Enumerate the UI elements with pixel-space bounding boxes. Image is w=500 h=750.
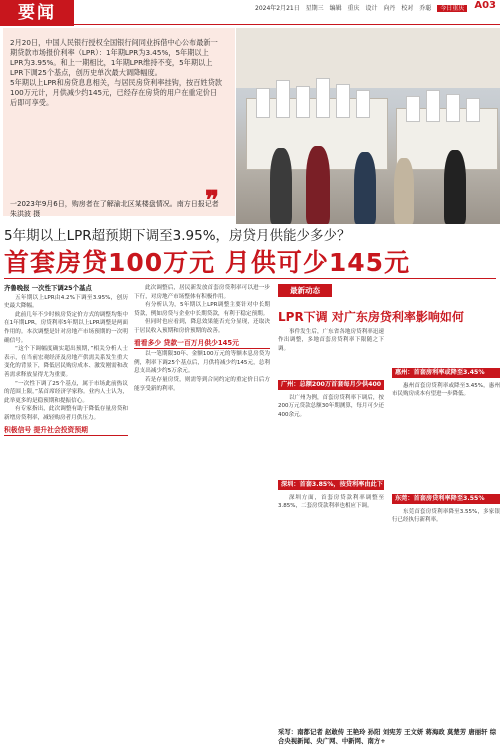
header-rule — [74, 24, 500, 25]
section-subhead: 积极信号 提升社会投资预期 — [4, 426, 128, 437]
reporters-credit: 采写：南都记者 赵敢传 王艳玲 孙阳 刘宪芳 王文妍 蒋海政 莫楚芳 唐丽轩 综合央视新闻、央广网、中新网、南方+ — [278, 728, 497, 745]
section-tag: 要闻 — [0, 0, 74, 26]
body-paragraph: 五年期以上LPR由4.2%下调至3.95%，创历史最大降幅。 — [4, 294, 128, 310]
article-column-2 — [134, 284, 270, 744]
latest-tag: 最新动态 — [278, 284, 332, 297]
city-band: 深圳：首套3.85%，按贷利率由此下调 — [278, 480, 384, 490]
page-number: A03 — [474, 0, 496, 11]
meta-weekday: 星期三 — [305, 5, 324, 12]
body-paragraph: 此次调整后，居民新发放首套房贷利率可以进一步下行，对房地产市场整体有积极作用。 — [134, 285, 270, 300]
body-paragraph: 有分析认为，5年期以上LPR调整主要针对中长期贷款，例如房贷与企业中长期贷款，有利于稳定预期。 — [134, 302, 270, 317]
city-band: 惠州：首套房利率或降至3.45% — [392, 368, 500, 378]
news-photo — [236, 28, 500, 224]
body-paragraph: 但同时也应看到，降息效果能否充分显现，还取决于居民收入预期和房价预期的改善。 — [134, 319, 270, 334]
meta-date: 2024年2月21日 — [255, 5, 300, 12]
meta-proof-name: 乔聪 — [419, 5, 432, 12]
body-paragraph: 若是存量房贷，则需等到合同约定的重定价日后方能享受新的利率。 — [134, 376, 270, 392]
latest-column-left — [278, 494, 384, 511]
body-paragraph: 以广州为例，首套房贷利率下调后，按200万元贷款总额30年期测算，每月可少还400余元。 — [278, 395, 384, 418]
header-meta — [255, 3, 471, 12]
latest-panel — [278, 284, 500, 750]
meta-proof-label: 校对 — [401, 5, 414, 12]
latest-title: LPR下调 对广东房贷利率影响如何 — [278, 310, 464, 324]
body-paragraph: 有专家指出，此次调整有助于降低存量房贷和新增房贷利率，减轻购房者月供压力。 — [4, 406, 128, 421]
body-paragraph: “一次性下调了25个基点，属于市场此前热议的范围上限，”某首席经济学家称。业内人士认为，此举更多的是稳预期和提振信心。 — [4, 380, 128, 404]
body-paragraph: 此前几年不少时候房贷定价方式的调整均集中在1年期LPR，房贷利率5年期以上LPR调整是两面作用的。本次调整是针对房地产市场预期的一次明确信号。 — [4, 311, 128, 344]
photo-caption: 一2023年9月6日，购房者在了解渝北区某楼盘情况。南方日报记者 朱洪波 摄 — [10, 200, 219, 218]
body-paragraph: 事件发生后，广东省各地房贷利率迅速作出调整，多地首套房贷利率下限随之下调。 — [278, 329, 384, 352]
city-band: 广州：总额200万首套每月少供400多元 — [278, 380, 384, 390]
body-paragraph: 惠州首套房贷利率或降至3.45%，惠州市民购房成本有望进一步降低。 — [392, 383, 500, 398]
latest-column-left — [278, 394, 384, 419]
latest-column-left — [278, 328, 384, 353]
latest-column-right — [392, 382, 500, 399]
city-band: 东莞：首套房贷利率降至3.55% — [392, 494, 500, 504]
meta-edit-name: 重庆 — [347, 5, 360, 12]
quote-mark-icon: ❞ — [205, 186, 219, 216]
lead-text — [10, 38, 222, 108]
meta-edit-label: 编辑 — [329, 5, 342, 12]
latest-column-right — [392, 508, 500, 525]
headline: 首套房贷100万元 月供可少145元 — [4, 248, 411, 277]
article-column-1 — [4, 284, 128, 744]
lead-paragraph: 5年期以上LPR和房贷息息相关，与居民房贷利率挂钩，按百姓贷款100万元计，月供减少约145元，已经存在房贷的用户在重定价日后即可享受。 — [10, 78, 222, 107]
body-paragraph: 以一笔期限30年、金额100万元的等额本息房贷为例，利率下调25个基点后，月供将减少约145元，总利息支出减少约5万余元。 — [134, 351, 270, 375]
subtitle: 5年期以上LPR超预期下调至3.95%，房贷月供能少多少？ — [4, 228, 351, 244]
meta-design-name: 向丹 — [383, 5, 396, 12]
section-subhead: 看看多少 贷款一百万月供少145元 — [134, 339, 270, 350]
headline-rule — [4, 278, 496, 279]
meta-design-label: 设计 — [365, 5, 378, 12]
body-paragraph: “这个下调幅度确实超出预期，”相关分析人士表示，在当前宏观经济及房地产供需关系发生重大变化的背景下，降低居民购房成本、激发刚需和改善需求释放显得尤为重要。 — [4, 346, 128, 378]
lead-paragraph: 2月20日，中国人民银行授权全国银行间同业拆借中心公布最新一期贷款市场报价利率（LPR）：1年期LPR为3.45%，5年期以上LPR为3.95%。和上一期相比，1年期LPR维持不变，5年期以上LPR下调25个基点，创历史单次最大调降幅度。 — [10, 38, 218, 77]
byline: 齐鲁晚报 一次性下调25个基点 — [4, 284, 92, 292]
body-paragraph: 东莞首套房贷利率降至3.55%，多家银行已经执行新利率。 — [392, 509, 500, 524]
body-paragraph: 深圳方面，首套房贷款利率调整至3.85%，二套房贷款利率也相应下调。 — [278, 495, 384, 510]
edition-badge: 今日重庆 — [437, 5, 467, 12]
